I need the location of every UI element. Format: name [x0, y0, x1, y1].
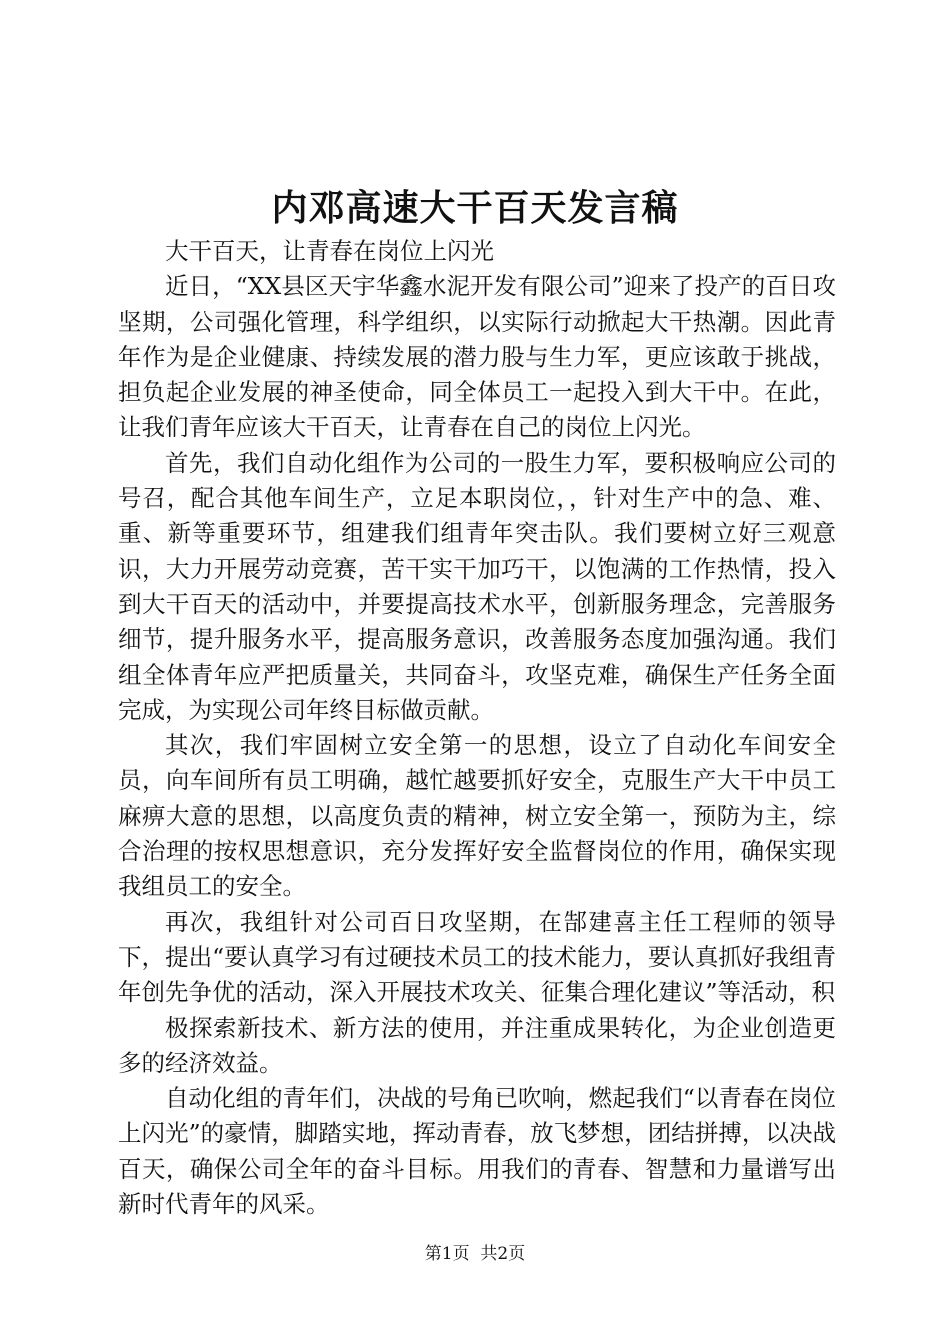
page-footer: 第1页 共2页	[424, 1244, 526, 1264]
body-paragraph: 首先，我们自动化组作为公司的一股生力军，要积极响应公司的号召，配合其他车间生产，立足本职岗位，，针对生产中的急、难、重、新等重要环节，组建我们组青年突击队。我们要树立好三观意识，大力开展劳动竞赛，苦干实干加巧干，以饱满的工作热情，投入到大干百天的活动中，并要提高技术水平，创新服务理念，完善服务细节，提升服务水平，提高服务意识，改善服务态度加强沟通。我们组全体青年应严把质量关，共同奋斗，攻坚克难，确保生产任务全面完成，为实现公司年终目标做贡献。	[118, 448, 836, 724]
body-paragraph: 近日，“XX县区天宇华鑫水泥开发有限公司”迎来了投产的百日攻坚期，公司强化管理，科学组织，以实际行动掀起大干热潮。因此青年作为是企业健康、持续发展的潜力股与生力军，更应该敢于挑战，担负起企业发展的神圣使命，同全体员工一起投入到大干中。在此，让我们青年应该大干百天，让青春在自己的岗位上闪光。	[118, 272, 836, 442]
body-paragraph: 自动化组的青年们，决战的号角已吹响，燃起我们“以青春在岗位上闪光”的豪情，脚踏实地，挥动青春，放飞梦想，团结拼搏，以决战百天，确保公司全年的奋斗目标。用我们的青春、智慧和力量谱写出新时代青年的风采。	[118, 1084, 836, 1219]
body-paragraph: 其次，我们牢固树立安全第一的思想，设立了自动化车间安全员，向车间所有员工明确，越忙越要抓好安全，克服生产大干中员工麻痹大意的思想，以高度负责的精神，树立安全第一，预防为主，综合治理的按权思想意识，充分发挥好安全监督岗位的作用，确保实现我组员工的安全。	[118, 731, 836, 901]
body-paragraph: 极探索新技术、新方法的使用，并注重成果转化，为企业创造更多的经济效益。	[118, 1013, 836, 1077]
subtitle-paragraph: 大干百天，让青春在岗位上闪光	[165, 237, 494, 265]
document-body	[118, 234, 836, 1222]
document-title: 内邓高速大干百天发言稿	[271, 187, 679, 229]
body-paragraph: 再次，我组针对公司百日攻坚期，在郜建喜主任工程师的领导下，提出“要认真学习有过硬技术员工的技术能力，要认真抓好我组青年创先争优的活动，深入开展技术攻关、征集合理化建议”等活动，积	[118, 907, 836, 1007]
